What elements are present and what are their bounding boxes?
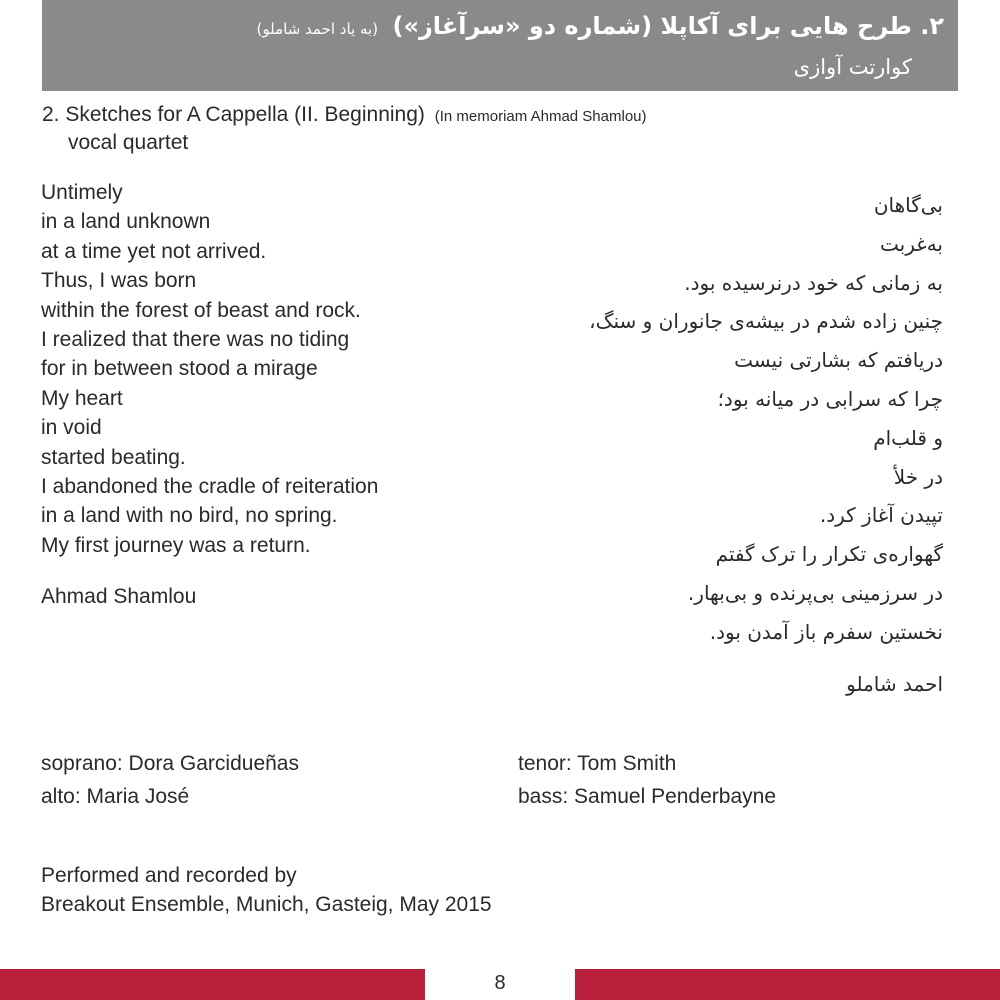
persian-poem-line: بی‌گاهان (873, 193, 943, 217)
performance-line-1: Performed and recorded by (41, 864, 297, 887)
credit-bass: bass: Samuel Penderbayne (518, 785, 776, 808)
persian-title: ۲. طرح هایی برای آکاپلا (شماره دو «سرآغاز») (392, 12, 944, 40)
english-poem-line: My heart (41, 386, 123, 410)
persian-poem-line: در خلأ (893, 464, 943, 489)
english-poem-line: Thus, I was born (41, 269, 197, 293)
english-poem-line: in a land with no bird, no spring. (41, 504, 338, 528)
english-poem-line: Untimely (41, 181, 123, 204)
persian-poem-line: در سرزمینی بی‌پرنده و بی‌بهار. (687, 580, 943, 605)
english-poem-line: in void (41, 416, 102, 440)
persian-poem-line: تپیدن آغاز کرد. (819, 503, 943, 528)
persian-poem-line: دریافتم که بشارتی نیست (734, 348, 943, 373)
header-bar (42, 0, 958, 91)
footer-bar-left (0, 969, 425, 1000)
persian-poem (589, 186, 943, 652)
english-poem-line: started beating. (41, 445, 186, 469)
english-poem-line: at a time yet not arrived. (41, 239, 267, 263)
persian-poem-line: و قلب‌ام (873, 425, 943, 450)
english-poem-line: I realized that there was no tiding (41, 328, 350, 352)
footer-bar-right (575, 969, 1000, 1000)
persian-poem-line: چنین زاده شدم در بیشه‌ی جانوران و سنگ، (589, 309, 943, 334)
persian-title-line (257, 12, 944, 40)
english-poem-line: in a land unknown (41, 210, 211, 234)
english-poem-line: My first journey was a return. (41, 533, 311, 557)
english-title-line (42, 103, 647, 127)
credit-soprano: soprano: Dora Garcidueñas (41, 752, 299, 775)
persian-poem-line: گهواره‌ی تکرار را ترک گفتم (715, 542, 943, 567)
english-poem (41, 178, 378, 560)
performance-line-2: Breakout Ensemble, Munich, Gasteig, May 2015 (41, 893, 492, 916)
credit-alto: alto: Maria José (41, 785, 190, 808)
persian-poem-line: نخستین سفرم باز آمدن بود. (709, 619, 943, 644)
credit-tenor: tenor: Tom Smith (518, 752, 677, 775)
english-poem-line: I abandoned the cradle of reiteration (41, 475, 379, 499)
english-title: 2. Sketches for A Cappella (II. Beginning) (42, 103, 425, 126)
english-poem-line: within the forest of beast and rock. (41, 298, 361, 322)
english-poem-line: for in between stood a mirage (41, 357, 318, 381)
persian-poem-line: به‌غربت (880, 231, 943, 256)
persian-poem-line: به زمانی که خود درنرسیده بود. (684, 270, 943, 295)
page-number: 8 (494, 972, 506, 994)
english-poem-author: Ahmad Shamlou (41, 585, 197, 608)
english-dedication: (In memoriam Ahmad Shamlou) (434, 108, 647, 125)
persian-poem-author: احمد شاملو (846, 672, 943, 696)
persian-poem-line: چرا که سرابی در میانه بود؛ (717, 386, 943, 411)
persian-dedication: (به یاد احمد شاملو) (256, 20, 379, 38)
english-subtitle: vocal quartet (68, 131, 189, 154)
persian-subtitle: کوارتت آوازی (793, 55, 912, 79)
